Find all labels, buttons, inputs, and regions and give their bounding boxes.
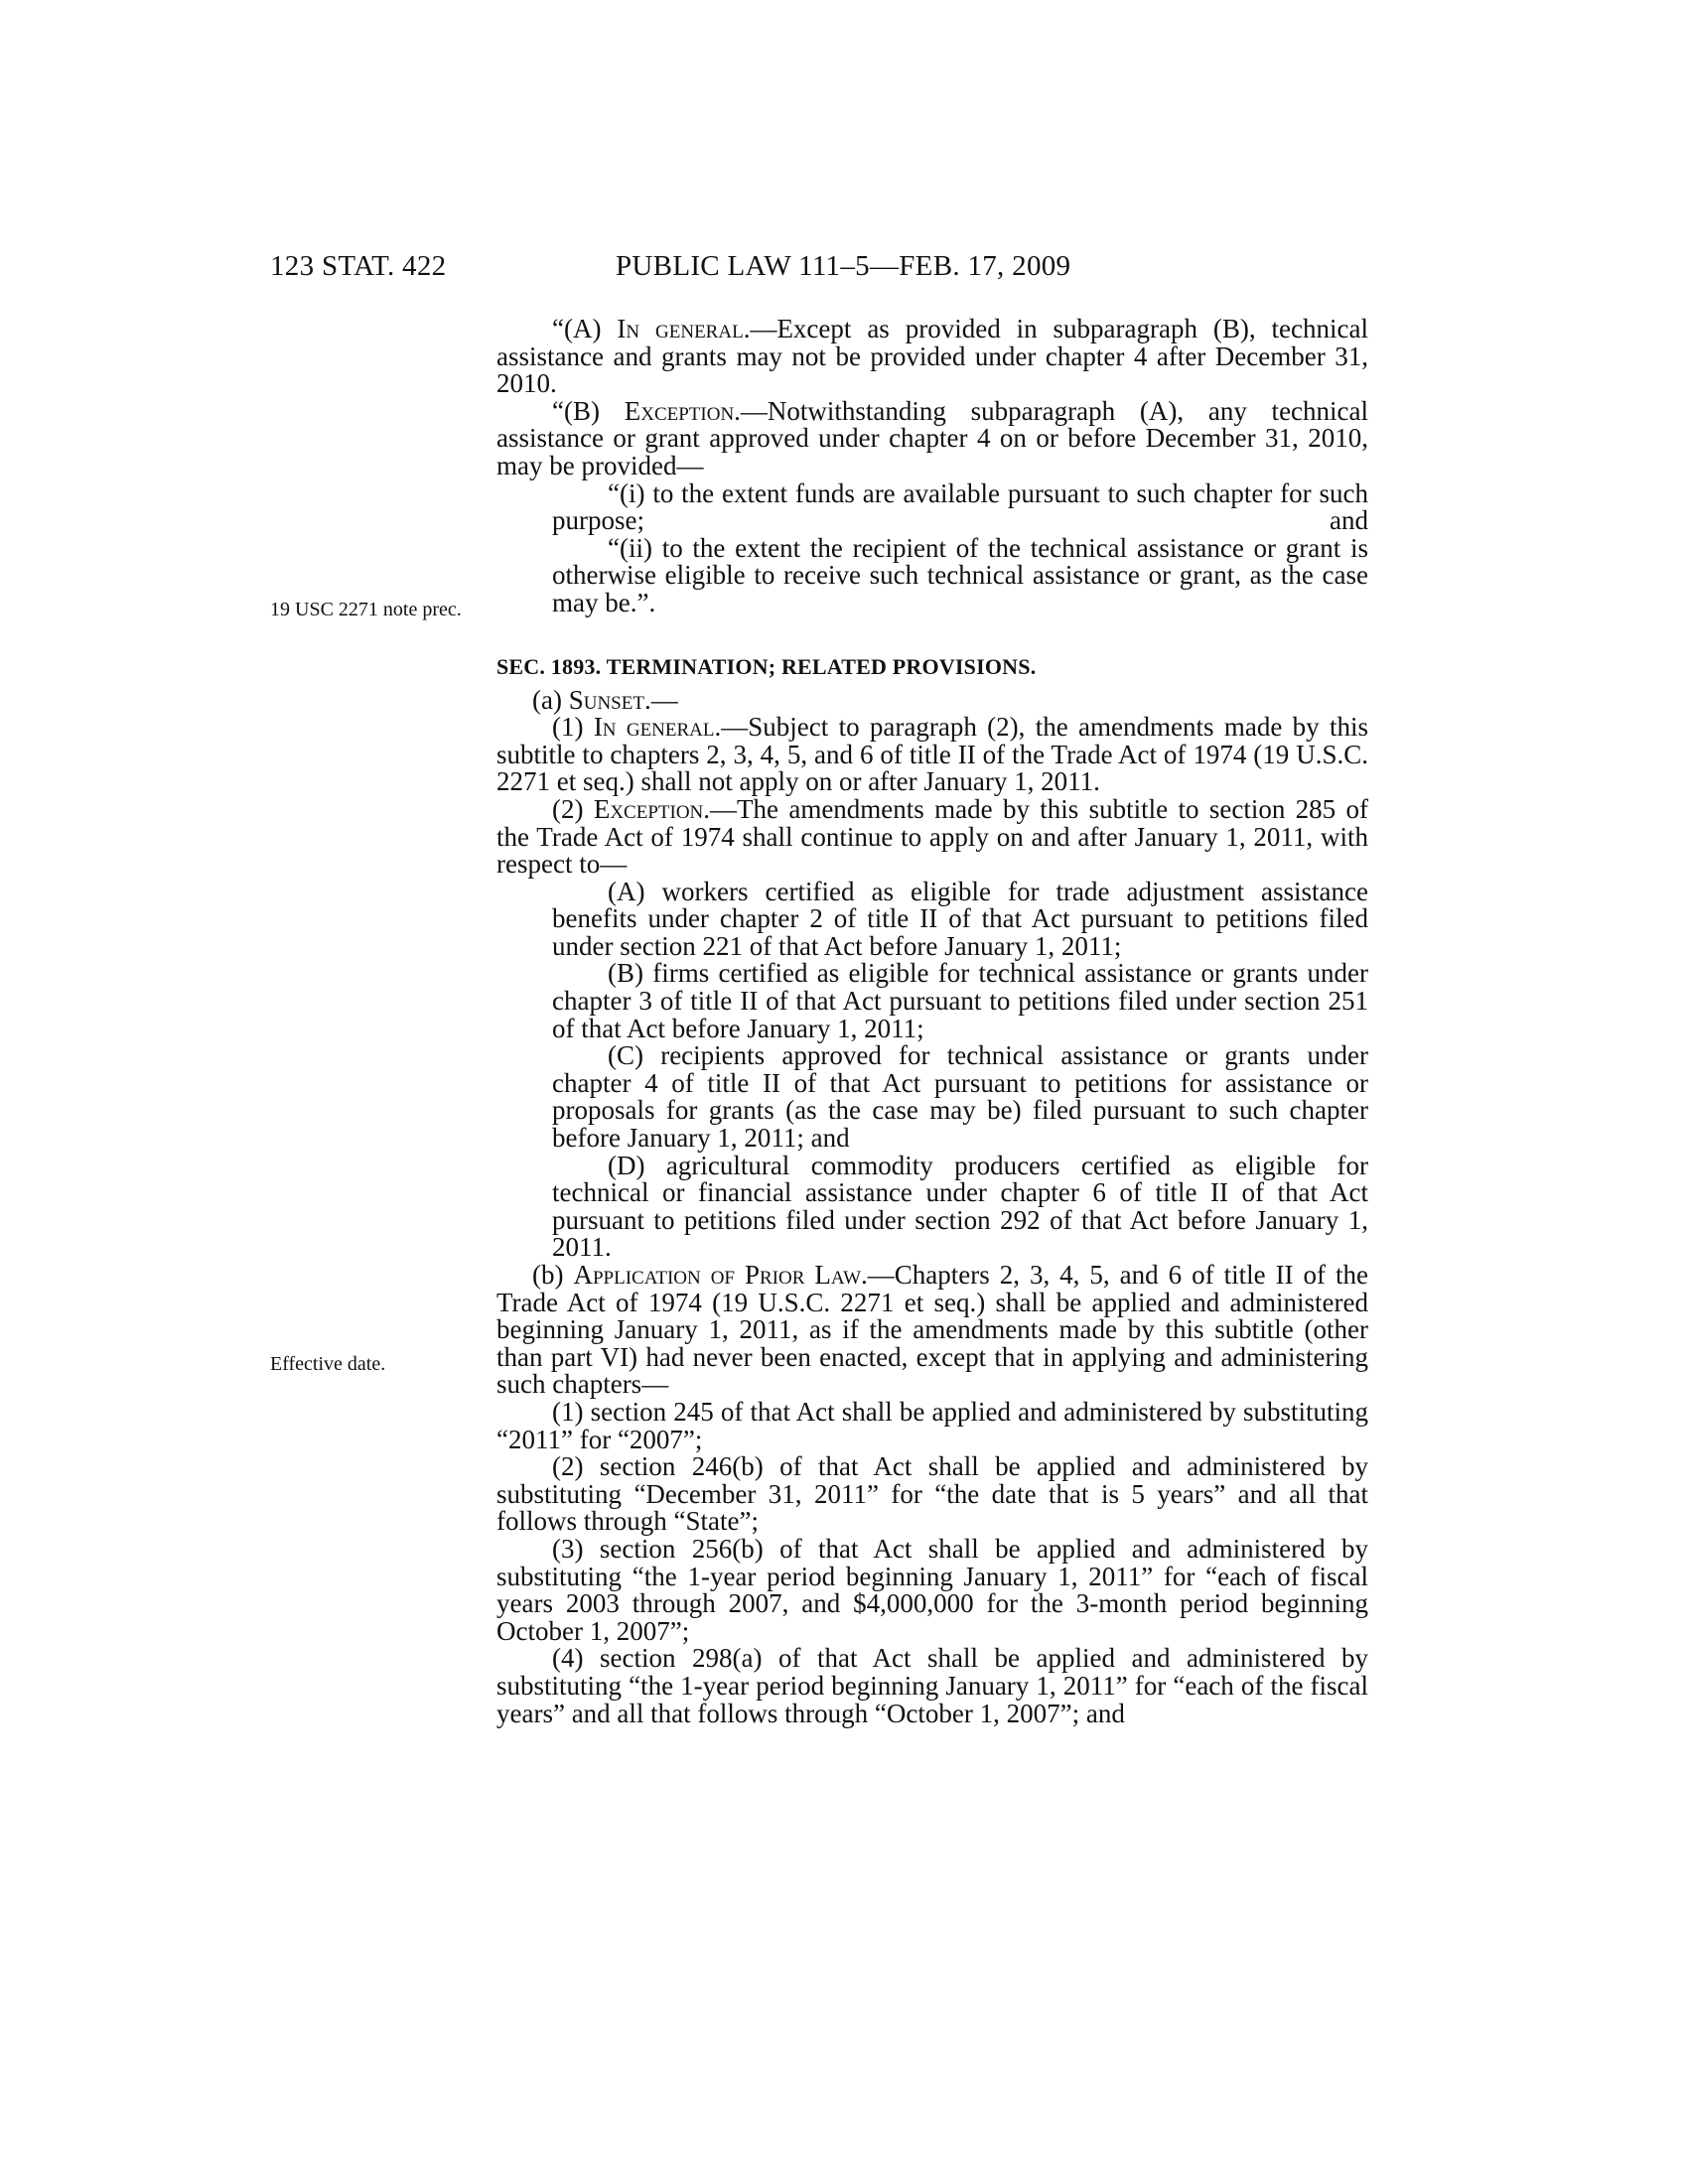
stat-reference: 123 STAT. 422 <box>270 250 447 282</box>
subsection-a-sunset: (a) Sunset.— <box>532 684 678 715</box>
paragraph-b1: (1) section 245 of that Act shall be applied and administered by substituting “2011” for “2007”; <box>496 1396 1368 1454</box>
subparagraph-a2-a: (A) workers certified as eligible for trade adjustment assistance benefits under chapter 2 of title II of that Act pursuant to petitions filed under section 221 of that Act before January 1, 2011; <box>552 876 1368 961</box>
paragraph-b2: (2) section 246(b) of that Act shall be applied and administered by substituting “December 31, 2011” for “the date that is 5 years” and all that follows through “State”; <box>496 1451 1368 1537</box>
paragraph-b4: (4) section 298(a) of that Act shall be applied and administered by substituting “the 1-year period beginning January 1, 2011” for “each of the fiscal years” and all that follows through “October 1, 2007”; and <box>496 1643 1368 1728</box>
subparagraph-a2-d: (D) agricultural commodity producers certified as eligible for technical or financial assistance under chapter 6 of title II of that Act pursuant to petitions filed under section 292 of that Act before January 1, 2011. <box>552 1150 1368 1263</box>
subparagraph-b-exception: “(B) Exception.—Notwithstanding subparagraph (A), any technical assistance or grant approved under chapter 4 on or before December 31, 2010, may be provided— <box>496 395 1369 480</box>
subparagraph-a2-b: (B) firms certified as eligible for technical assistance or grants under chapter 3 of title II of that Act pursuant to petitions filed under section 251 of that Act before January 1, 2011; <box>552 958 1368 1043</box>
page-header <box>0 246 1688 286</box>
statute-body <box>496 316 1368 1727</box>
paragraph-b3: (3) section 256(b) of that Act shall be applied and administered by substituting “the 1-year period beginning January 1, 2011” for “each of fiscal years 2003 through 2007, and $4,000,000 for the 3-month period beginning October 1, 2007”; <box>496 1533 1368 1646</box>
section-heading: SEC. 1893. TERMINATION; RELATED PROVISIONS. <box>496 653 1037 679</box>
paragraph-a2-exception: (2) Exception.—The amendments made by this subtitle to section 285 of the Trade Act of 1974 shall continue to apply on and after January 1, 2011, with respect to— <box>496 793 1368 880</box>
paragraph-a1-general: (1) In general.—Subject to paragraph (2), the amendments made by this subtitle to chapters 2, 3, 4, 5, and 6 of title II of the Trade Act of 1974 (19 U.S.C. 2271 et seq.) shall not apply on or after January 1, 2011. <box>496 712 1368 797</box>
subparagraph-a-general: “(A) In general.—Except as provided in subparagraph (B), technical assistance and grants may not be provided under chapter 4 after December 31, 2010. <box>496 314 1368 399</box>
subsection-b-prior-law: (b) Application of Prior Law.—Chapters 2, 3, 4, 5, and 6 of title II of the Trade Act of 1974 (19 U.S.C. 2271 et seq.) shall be applied and administered beginning January 1, 2011, as if the amendments made by this subtitle (other than part VI) had never been enacted, except that in applying and administering such chapters— <box>496 1260 1369 1400</box>
margin-note-effective-date: Effective date. <box>270 1353 386 1375</box>
clause-i: “(i) to the extent funds are available pursuant to such chapter for such purpose; and <box>552 478 1368 536</box>
subparagraph-a2-c: (C) recipients approved for technical assistance or grants under chapter 4 of title II of that Act pursuant to petitions for assistance or proposals for grants (as the case may be) filed pursuant to such chapter before January 1, 2011; and <box>552 1040 1368 1154</box>
margin-note-usc: 19 USC 2271 note prec. <box>270 599 462 620</box>
clause-ii: “(ii) to the extent the recipient of the technical assistance or grant is otherwise eligible to receive such technical assistance or grant, as the case may be.”. <box>552 532 1368 617</box>
public-law-reference: PUBLIC LAW 111–5—FEB. 17, 2009 <box>616 250 1071 282</box>
